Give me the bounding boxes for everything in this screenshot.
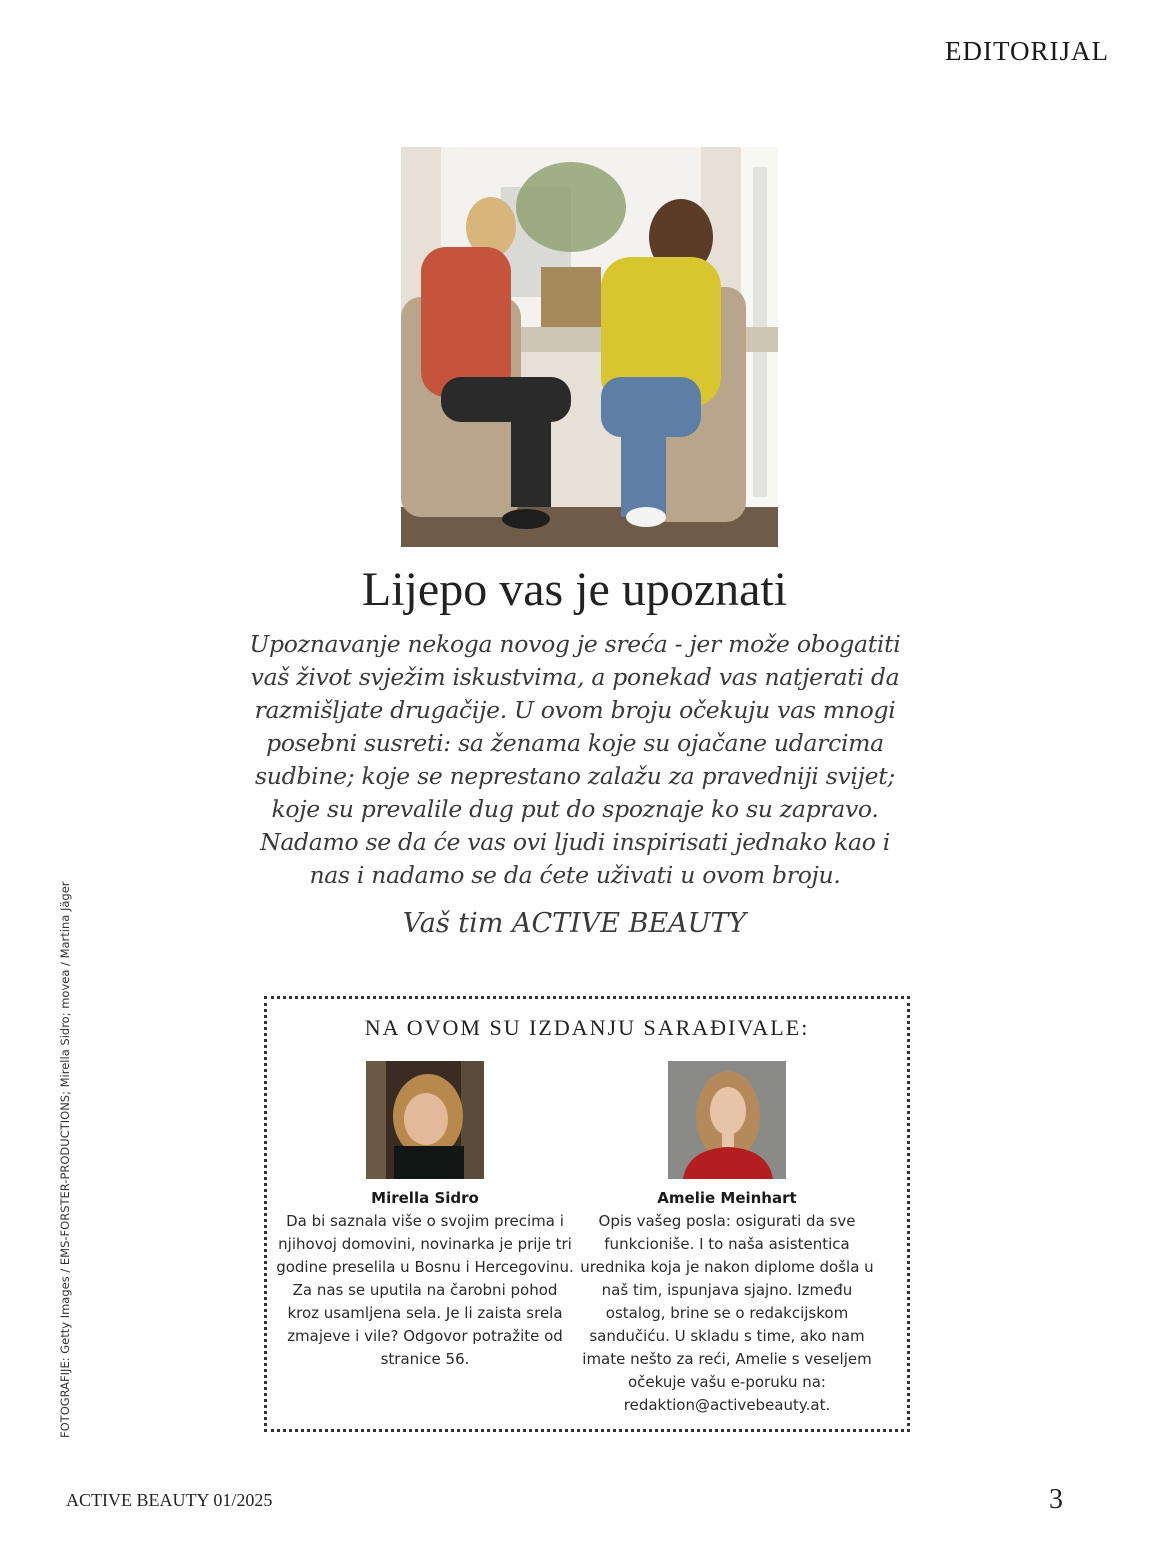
article-signature: Vaš tim ACTIVE BEAUTY [402,908,747,939]
contributor-photo [366,1061,484,1179]
contributors-title: NA OVOM SU IZDANJU SARAĐIVALE: [364,1015,810,1040]
contributors-box [264,996,910,1432]
contributor-photo [668,1061,786,1179]
contributor-bio: Da bi saznala više o svojim precima i njihovoj domovini, novinarka je prije tri godine preselila u Bosnu i Hercegovinu. Za nas se uputila na čarobni pohod kroz usamljena sela. Je li zaista srela zmajeve i vile? Odgovor potražite od stranice 56. [276,1212,574,1368]
contributor-name: Mirella Sidro [371,1189,479,1207]
contributor-card [577,1061,877,1417]
hero-photo [401,147,778,547]
photo-credits: FOTOGRAFIJE: Getty Images / EMS-FORSTER-PRODUCTIONS; Mirella Sidro; movea / Martina Jäger [58,881,72,1438]
section-label: EDITORIJAL [945,36,1109,66]
page-number: 3 [1049,1484,1063,1515]
contributor-name: Amelie Meinhart [657,1189,797,1207]
magazine-issue: ACTIVE BEAUTY 01/2025 [66,1490,273,1510]
article-intro: Upoznavanje nekoga novog je sreća - jer može obogatiti vaš život svježim iskustvima, a ponekad vas natjerati da razmišljate drugačije. U ovom broju očekuju vas mnogi posebni susreti: sa ženama koje su ojačane udarcima sudbine; koje se neprestano zalažu za pravedniji svijet; koje su prevalile dug put do spoznaje ko su zapravo. Nadamo se da će vas ovi ljudi inspirisati jednako kao i nas i nadamo se da ćete uživati u ovom broju. [249,630,901,889]
contributor-bio: Opis vašeg posla: osigurati da sve funkcioniše. I to naša asistentica urednika koja je nakon diplome došla u naš tim, ispunjava sjajno. Između ostalog, brine se o redakcijskom sandučiću. U skladu s time, ako nam imate nešto za reći, Amelie s veseljem očekuje vašu e-poruku na: redaktion@activebeauty.at. [580,1212,874,1414]
contributor-card [275,1061,575,1371]
article-title: Lijepo vas je upoznati [361,563,788,616]
